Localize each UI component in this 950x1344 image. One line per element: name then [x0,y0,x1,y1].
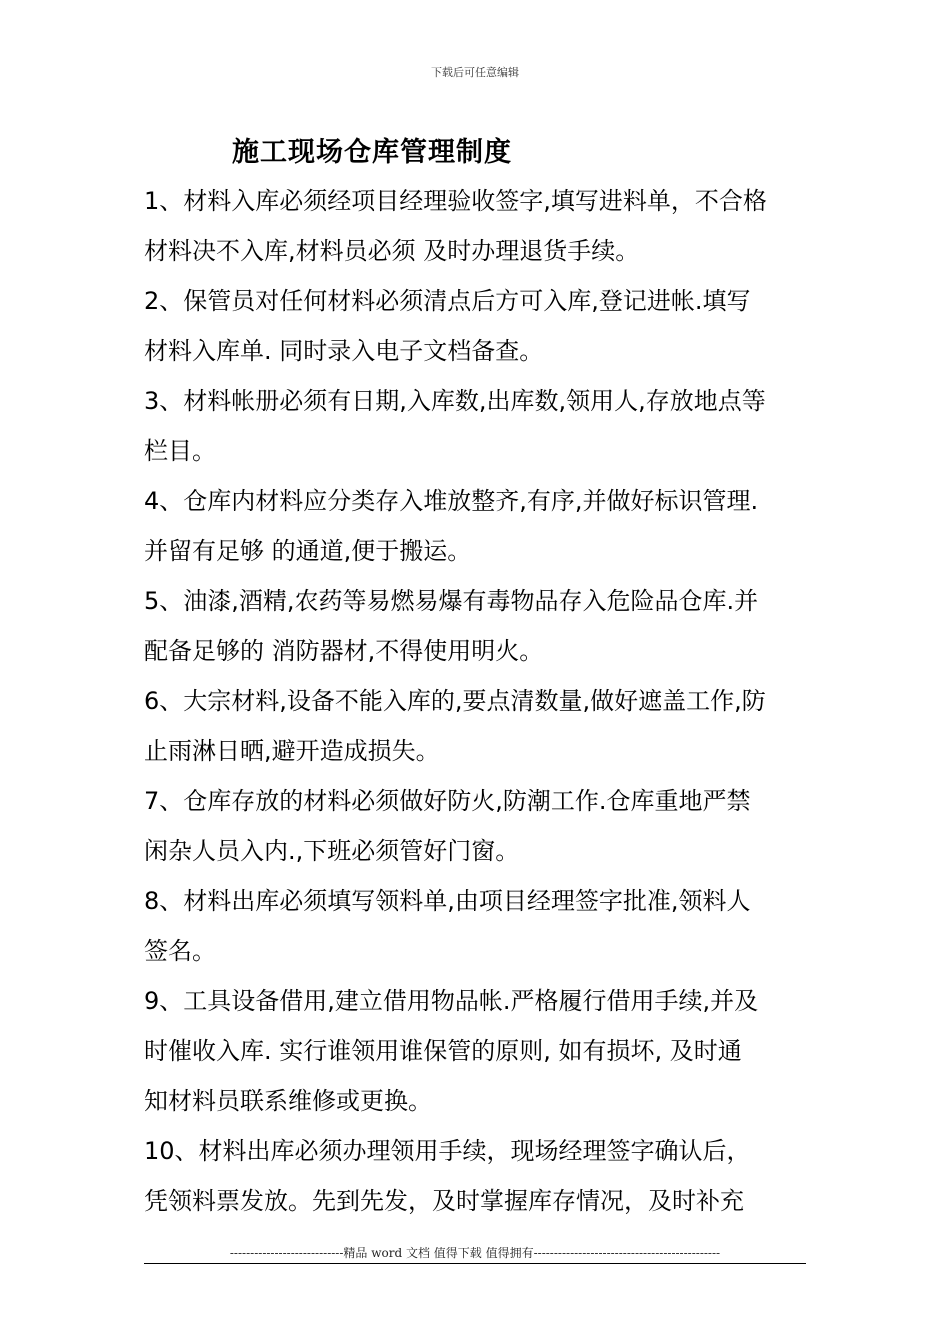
body-line: 签名。 [144,937,216,965]
body-line: 10、材料出库必须办理领用手续，现场经理签字确认后， [144,1137,751,1165]
body-line: 止雨淋日晒,避开造成损失。 [144,737,440,765]
page-header: 下载后可任意编辑 [431,66,519,79]
body-line: 5、油漆,酒精,农药等易燃易爆有毒物品存入危险品仓库.并 [144,587,759,615]
body-line: 知材料员联系维修或更换。 [144,1087,432,1115]
body-line: 并留有足够 的通道,便于搬运。 [144,537,472,565]
body-line: 栏目。 [144,437,216,465]
body-line: 凭领料票发放。先到先发，及时掌握库存情况，及时补充 [144,1187,744,1215]
body-line: 6、大宗材料,设备不能入库的,要点清数量,做好遮盖工作,防 [144,687,766,715]
document-title: 施工现场仓库管理制度 [232,137,512,168]
body-line: 闲杂人员入内.,下班必须管好门窗。 [144,837,520,865]
document-body [144,176,809,1226]
body-line: 配备足够的 消防器材,不得使用明火。 [144,637,544,665]
body-line: 1、材料入库必须经项目经理验收签字,填写进料单，不合格 [144,187,767,215]
footer-divider [144,1263,806,1264]
body-line: 2、保管员对任何材料必须清点后方可入库,登记进帐.填写 [144,287,751,315]
body-line: 4、仓库内材料应分类存入堆放整齐,有序,并做好标识管理. [144,487,759,515]
body-line: 7、仓库存放的材料必须做好防火,防潮工作.仓库重地严禁 [144,787,751,815]
body-line: 材料决不入库,材料员必须 及时办理退货手续。 [144,237,640,265]
body-line: 8、材料出库必须填写领料单,由项目经理签字批准,领料人 [144,887,751,915]
body-line: 材料入库单. 同时录入电子文档备查。 [144,337,544,365]
body-line: 9、工具设备借用,建立借用物品帐.严格履行借用手续,并及 [144,987,759,1015]
body-line: 时催收入库. 实行谁领用谁保管的原则, 如有损坏, 及时通 [144,1037,742,1065]
body-line: 3、材料帐册必须有日期,入库数,出库数,领用人,存放地点等 [144,387,766,415]
page-footer: ----------------------------精品 word 文档 值得下载 值得拥有---------------------------------------------- [229,1246,721,1260]
